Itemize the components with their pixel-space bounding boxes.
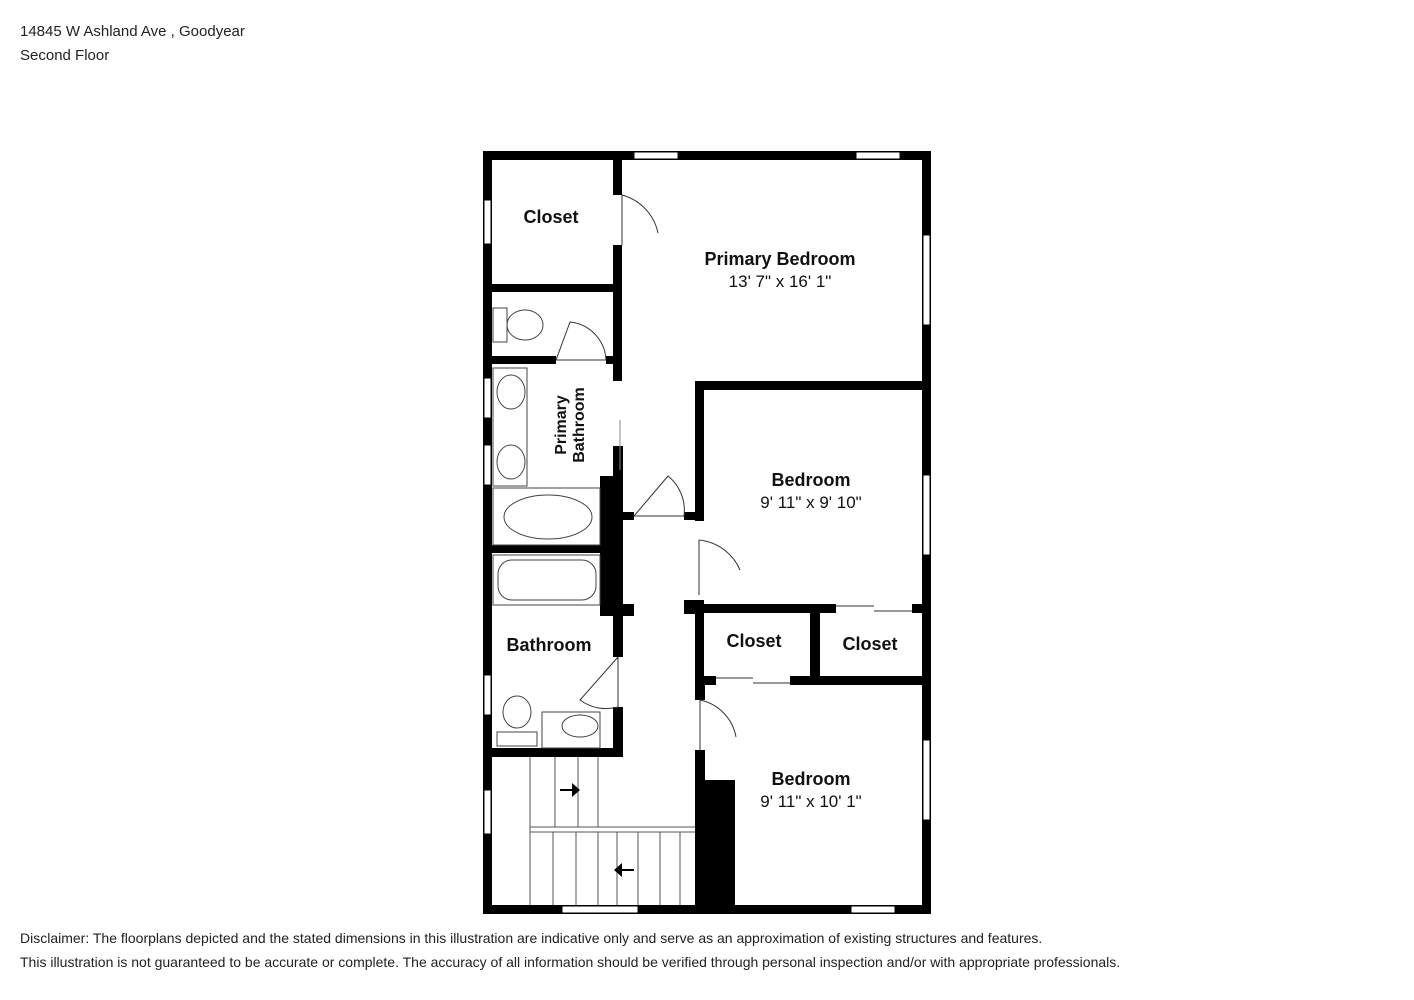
bedroom-2-dims: 9' 11" x 10' 1"	[760, 792, 862, 811]
primary-bathroom-label-1: Primary	[553, 395, 570, 455]
bathroom-label: Bathroom	[506, 635, 592, 655]
primary-bedroom-dims: 13' 7" x 16' 1"	[728, 272, 832, 291]
disclaimer-line-1: Disclaimer: The floorplans depicted and the stated dimensions in this illustration are indicative only and serve as an approximation of existing structures and features.	[20, 930, 1043, 946]
bedroom-1-label: Bedroom	[771, 470, 851, 490]
property-address: 14845 W Ashland Ave , Goodyear	[20, 23, 245, 40]
closet-b-label: Closet	[842, 634, 898, 654]
bedroom-1-dims: 9' 11" x 9' 10"	[760, 493, 862, 512]
closet-primary-label: Closet	[523, 207, 579, 227]
disclaimer-line-2: This illustration is not guaranteed to be accurate or complete. The accuracy of all information should be verified through personal inspection and/or with appropriate professionals.	[20, 954, 1121, 970]
floor-label: Second Floor	[20, 47, 110, 64]
bedroom-2-label: Bedroom	[771, 769, 851, 789]
primary-bedroom-label: Primary Bedroom	[704, 249, 856, 269]
primary-bathroom-label-2: Bathroom	[571, 387, 588, 463]
closet-a-label: Closet	[726, 631, 782, 651]
